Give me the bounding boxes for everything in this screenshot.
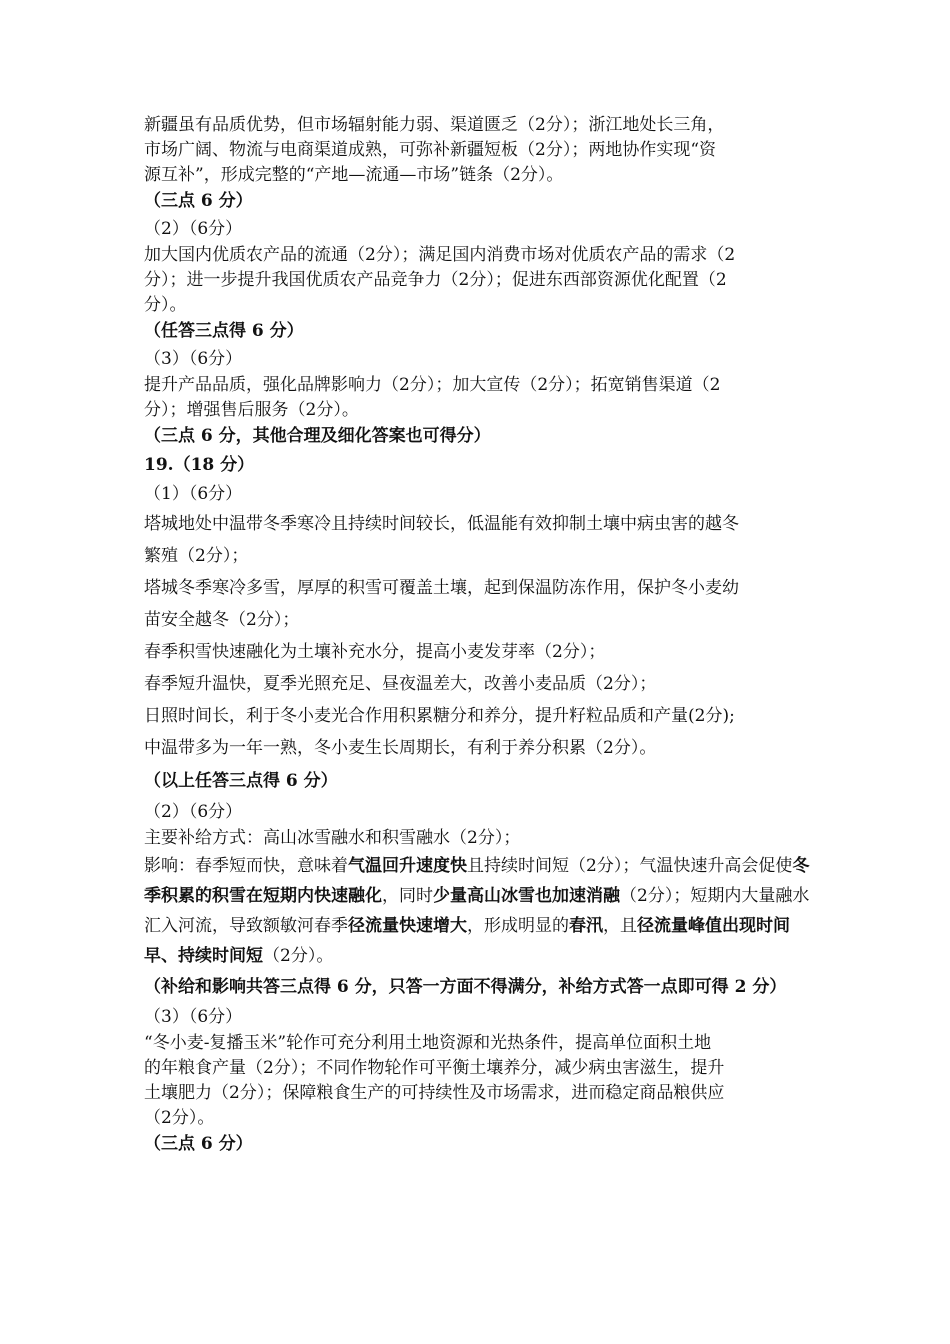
text-line: 春季积雪快速融化为土壤补充水分，提高小麦发芽率（2分）； xyxy=(144,642,606,662)
q18-part1-answer xyxy=(144,113,810,215)
scoring-note: （三点 6 分） xyxy=(144,1134,253,1154)
impact-text: 影响：春季短而快，意味着 xyxy=(144,856,348,876)
text-line: 的年粮食产量（2分）；不同作物轮作可平衡土壤养分，减少病虫害滋生，提升 xyxy=(144,1058,725,1078)
impact-text: ，且 xyxy=(603,916,637,936)
part-label: （2）（6分） xyxy=(144,802,243,822)
scoring-note: （以上任答三点得 6 分） xyxy=(144,771,338,791)
impact-paragraph xyxy=(144,851,810,971)
q19-part1-answer xyxy=(144,480,810,798)
text-line: 塔城地处中温带冬季寒冷且持续时间较长，低温能有效抑制土壤中病虫害的越冬 xyxy=(144,514,739,534)
text-line: 分）。 xyxy=(144,295,187,315)
text-line: 分）；进一步提升我国优质农产品竞争力（2分）；促进东西部资源优化配置（2 xyxy=(144,270,727,290)
text-line: 分）；增强售后服务（2分）。 xyxy=(144,400,359,420)
impact-key-phrase: 冬季积累的积雪在短期内快速融化 xyxy=(144,856,810,906)
q19-part2-answer xyxy=(144,798,810,1003)
q18-part2-answer xyxy=(144,215,810,345)
impact-text: （2分）；短期内大量融水汇入河流，导致额敏河春季 xyxy=(144,886,810,936)
text-line: 日照时间长，利于冬小麦光合作用积累糖分和养分，提升籽粒品质和产量(2分); xyxy=(144,706,735,726)
impact-text: （2分）。 xyxy=(263,946,334,966)
text-line: （2分）。 xyxy=(144,1108,215,1128)
q19-part3-answer xyxy=(144,1003,810,1158)
text-line: 加大国内优质农产品的流通（2分）；满足国内消费市场对优质农产品的需求（2 xyxy=(144,245,736,265)
impact-text: ，形成明显的 xyxy=(467,916,569,936)
impact-text: 且持续时间短（2分）；气温快速升高会促使 xyxy=(467,856,793,876)
text-line: 土壤肥力（2分）；保障粮食生产的可持续性及市场需求，进而稳定商品粮供应 xyxy=(144,1083,725,1103)
impact-key-phrase: 少量高山冰雪也加速消融 xyxy=(433,886,620,906)
text-line: 春季短升温快，夏季光照充足、昼夜温差大，改善小麦品质（2分）； xyxy=(144,674,657,694)
scoring-note: （任答三点得 6 分） xyxy=(144,321,304,341)
impact-text: ，同时 xyxy=(382,886,433,906)
text-line: “冬小麦-复播玉米”轮作可充分利用土地资源和光热条件，提高单位面积土地 xyxy=(144,1033,712,1053)
part-label: （2）（6分） xyxy=(144,219,243,239)
text-line: 苗安全越冬（2分）； xyxy=(144,610,300,630)
impact-key-phrase: 径流量快速增大 xyxy=(348,916,467,936)
text-line: 繁殖（2分）； xyxy=(144,546,249,566)
text-line: 市场广阔、物流与电商渠道成熟，可弥补新疆短板（2分）；两地协作实现“资 xyxy=(144,140,717,160)
text-line: 主要补给方式：高山冰雪融水和积雪融水（2分）； xyxy=(144,828,521,848)
question-heading: 19.（18 分） xyxy=(144,455,255,475)
part-label: （1）（6分） xyxy=(144,484,243,504)
impact-key-phrase: 春汛 xyxy=(569,916,603,936)
scoring-note: （三点 6 分） xyxy=(144,191,253,211)
scoring-note: （补给和影响共答三点得 6 分，只答一方面不得满分，补给方式答一点即可得 2 分） xyxy=(144,977,787,997)
q18-part3-answer xyxy=(144,345,810,450)
part-label: （3）（6分） xyxy=(144,349,243,369)
text-line: 提升产品品质，强化品牌影响力（2分）；加大宣传（2分）；拓宽销售渠道（2 xyxy=(144,375,721,395)
scoring-note: （三点 6 分，其他合理及细化答案也可得分） xyxy=(144,426,491,446)
text-line: 新疆虽有品质优势，但市场辐射能力弱、渠道匮乏（2分）；浙江地处长三角， xyxy=(144,115,725,135)
text-line: 塔城冬季寒冷多雪，厚厚的积雪可覆盖土壤，起到保温防冻作用，保护冬小麦幼 xyxy=(144,578,739,598)
text-line: 中温带多为一年一熟，冬小麦生长周期长，有利于养分积累（2分）。 xyxy=(144,738,657,758)
impact-key-phrase: 气温回升速度快 xyxy=(348,856,467,876)
impact-key-phrase: 径流量峰值出现时间早、持续时间短 xyxy=(144,916,790,966)
part-label: （3）（6分） xyxy=(144,1007,243,1027)
text-line: 源互补”，形成完整的“产地—流通—市场”链条（2分）。 xyxy=(144,165,564,185)
